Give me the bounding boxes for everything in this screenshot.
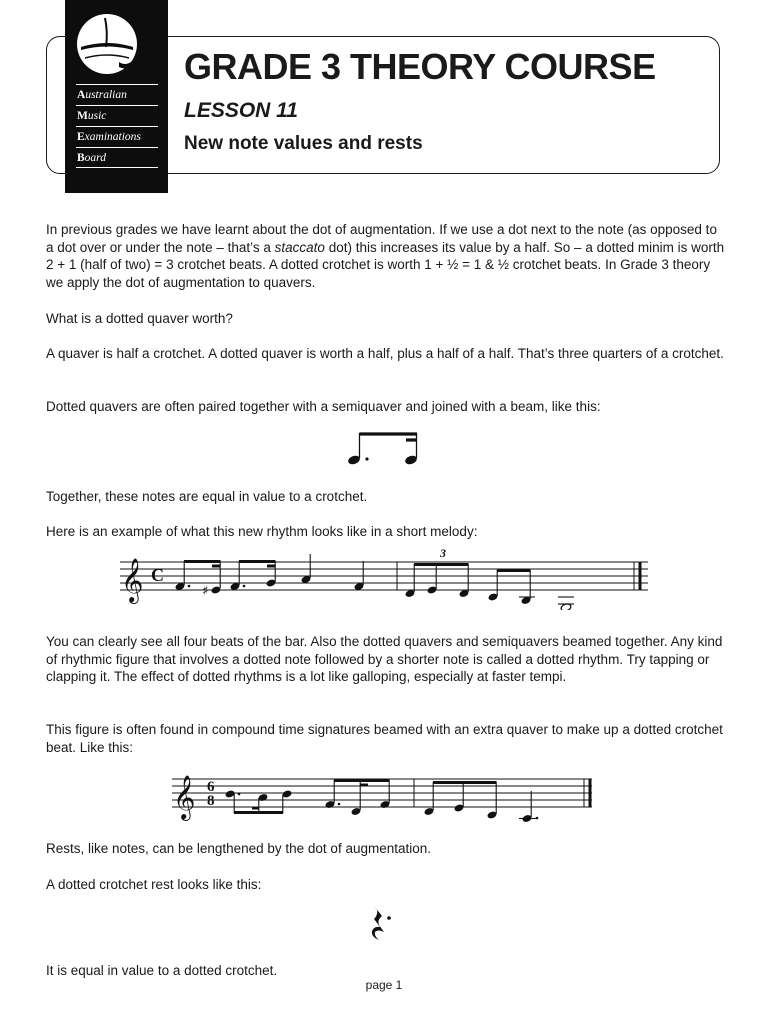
lesson-title: LESSON 11 [184, 99, 298, 122]
page-number: page 1 [365, 978, 403, 992]
paragraph-melody-intro: Here is an example of what this new rhythm looks like in a short melody: [46, 524, 478, 539]
logo-word: Australian [76, 84, 158, 105]
paragraph-equal-crotchet: Together, these notes are equal in value to a crotchet. [46, 489, 368, 504]
time-signature-numerator: 6 [207, 779, 215, 795]
paragraph-dotted-rest-value: It is equal in value to a dotted crotchet. [46, 963, 278, 978]
dotted-crotchet-rest-icon [366, 904, 396, 944]
logo-word: Examinations [76, 126, 158, 147]
paragraph-dotted-quaver-value: A quaver is half a crotchet. A dotted quaver is worth a half, plus a half of a half. That’s three quarters of a crotchet. [46, 346, 724, 361]
time-signature-denominator: 8 [207, 793, 215, 809]
paragraph-dotted-rest-intro: A dotted crotchet rest looks like this: [46, 877, 262, 892]
ameb-logo-icon [75, 12, 139, 76]
paragraph-paired-semiquaver: Dotted quavers are often paired together with a semiquaver and joined with a beam, like this: [46, 399, 601, 414]
time-signature: C [151, 565, 164, 585]
logo-word: Music [76, 105, 158, 126]
logo-word: Board [76, 147, 158, 168]
triplet-label: 3 [440, 548, 446, 560]
svg-text:♯: ♯ [202, 584, 209, 599]
course-title: GRADE 3 THEORY COURSE [184, 46, 656, 87]
ameb-logo-panel [65, 0, 168, 193]
paragraph-question: What is a dotted quaver worth? [46, 311, 233, 326]
melody-example-common-time [118, 548, 652, 610]
melody-example-compound-time [170, 767, 598, 823]
lesson-subtitle: New note values and rests [184, 133, 423, 154]
dotted-quaver-semiquaver-figure [330, 425, 430, 473]
treble-clef-icon: 𝄞 [173, 775, 196, 819]
paragraph-dot-of-augmentation: In previous grades we have learnt about the dot of augmentation. If we use a dot next to the note (as opposed to a dot over or under the note – that’s a staccato dot) this increases its value by a half. So – a dotted minim is worth 2 + 1 (half of two) = 3 crotchet beats. A dotted crotchet is worth 1 + ½ = 1 & ½ crotchet beats. In Grade 3 theory we apply the dot of augmentation to quavers. [46, 222, 725, 290]
paragraph-compound-time: This figure is often found in compound time signatures beamed with an extra quaver to make up a dotted crotchet beat. Like this: [46, 722, 723, 755]
treble-clef-icon: 𝄞 [121, 558, 144, 602]
ameb-wordmark [76, 84, 158, 168]
paragraph-rests: Rests, like notes, can be lengthened by the dot of augmentation. [46, 841, 432, 856]
paragraph-dotted-rhythm: You can clearly see all four beats of the bar. Also the dotted quavers and semiquavers beamed together. Any kind of rhythmic figure that involves a dotted note followed by a shorter note is called a dotted rhythm. Try tapping or clapping it. The effect of dotted rhythms is a lot like galloping, especially at faster tempi. [46, 634, 723, 685]
